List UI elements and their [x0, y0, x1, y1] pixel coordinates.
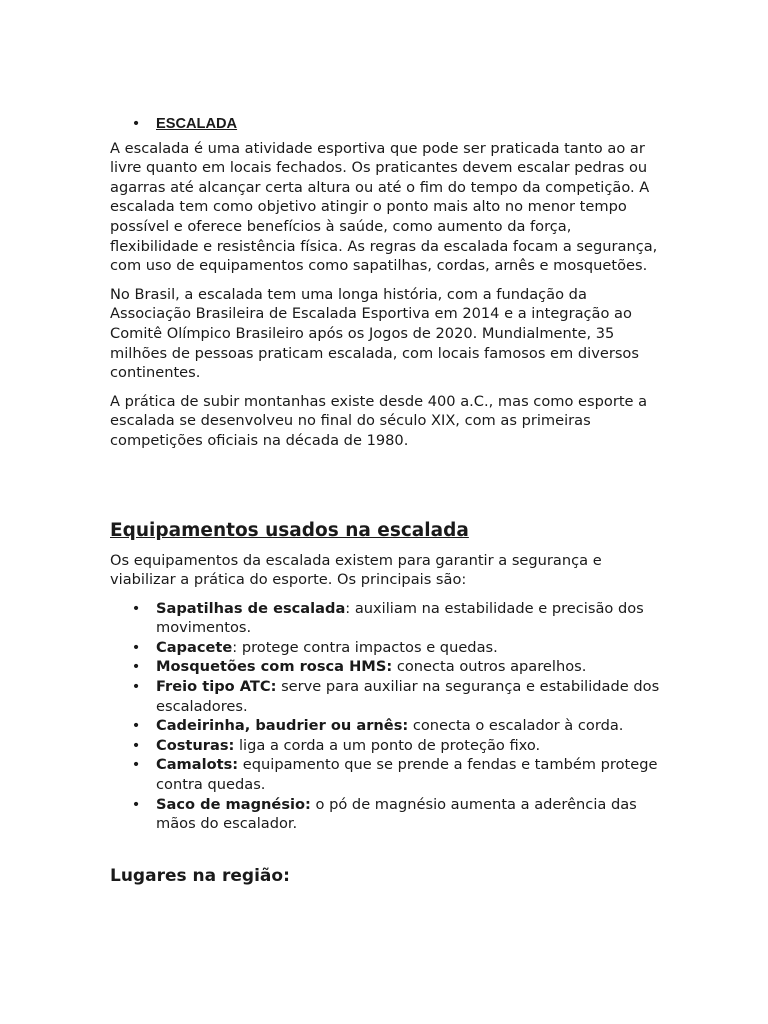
- list-item: [110, 677, 662, 716]
- document-page: [110, 114, 662, 887]
- item-desc: o pó de magnésio aumenta a aderência das mãos do escalador.: [156, 795, 637, 833]
- item-term: Mosquetões com rosca HMS:: [156, 658, 393, 676]
- list-item: [110, 795, 662, 834]
- list-item: [110, 599, 662, 638]
- item-desc: conecta outros aparelhos.: [392, 658, 587, 676]
- list-item: [110, 755, 662, 794]
- bullet-icon: •: [131, 736, 141, 754]
- equipment-list: [110, 599, 662, 834]
- bullet-icon: •: [131, 115, 141, 132]
- paragraph-intro: A escalada é uma atividade esportiva que pode ser praticada tanto ao ar livre quanto em locais fechados. Os praticantes devem escalar pedras ou agarras até alcançar certa altura ou até o fim do tempo da competição. A escalada tem como objetivo atingir o ponto mais alto no menor tempo possível e oferece benefícios à saúde, como aumento da força, flexibilidade e resistência física. As regras da escalada focam a segurança, com uso de equipamentos como sapatilhas, cordas, arnês e mosquetões.: [110, 139, 658, 275]
- item-desc: conecta o escalador à corda.: [408, 717, 624, 735]
- paragraph-brazil-history: No Brasil, a escalada tem uma longa história, com a fundação da Associação Brasileira de Escalada Esportiva em 2014 e a integração ao Comitê Olímpico Brasileiro após os Jogos de 2020. Mundialmente, 35 milhões de pessoas praticam escalada, com locais famosos em diversos continentes.: [110, 285, 639, 382]
- item-desc: : auxiliam na estabilidade e precisão dos movimentos.: [156, 599, 644, 637]
- list-item: [110, 716, 662, 736]
- list-item: [110, 114, 662, 135]
- bullet-icon: •: [131, 678, 141, 696]
- list-item: [110, 638, 662, 658]
- bullet-icon: •: [131, 795, 141, 813]
- item-term: Cadeirinha, baudrier ou arnês:: [156, 717, 409, 735]
- section-title-escalada: ESCALADA: [156, 116, 238, 132]
- paragraph-origins: A prática de subir montanhas existe desde 400 a.C., mas como esporte a escalada se desenvolveu no final do século XIX, com as primeiras competições oficiais na década de 1980.: [110, 392, 648, 449]
- item-term: Capacete: [156, 638, 233, 656]
- heading-equipamentos: Equipamentos usados na escalada: [110, 519, 469, 541]
- paragraph-equipment-intro: Os equipamentos da escalada existem para garantir a segurança e viabilizar a prática do esporte. Os principais são:: [110, 551, 602, 589]
- bullet-icon: •: [131, 599, 141, 617]
- item-term: Freio tipo ATC:: [156, 678, 277, 696]
- item-desc: liga a corda a um ponto de proteção fixo.: [234, 736, 541, 754]
- bullet-icon: •: [131, 638, 141, 656]
- item-term: Saco de magnésio:: [156, 795, 311, 813]
- item-desc: serve para auxiliar na segurança e estabilidade dos escaladores.: [156, 678, 660, 715]
- heading-lugares: Lugares na região:: [110, 865, 290, 886]
- bullet-icon: •: [131, 756, 141, 774]
- item-term: Sapatilhas de escalada: [156, 599, 346, 617]
- bullet-icon: •: [131, 717, 141, 735]
- section-escalada-heading-list: [110, 114, 662, 135]
- item-desc: : protege contra impactos e quedas.: [232, 638, 498, 656]
- item-term: Costuras:: [156, 736, 235, 754]
- list-item: [110, 736, 662, 756]
- bullet-icon: •: [131, 658, 141, 676]
- list-item: [110, 657, 662, 677]
- item-desc: equipamento que se prende a fendas e também protege contra quedas.: [156, 756, 658, 794]
- item-term: Camalots:: [156, 756, 239, 774]
